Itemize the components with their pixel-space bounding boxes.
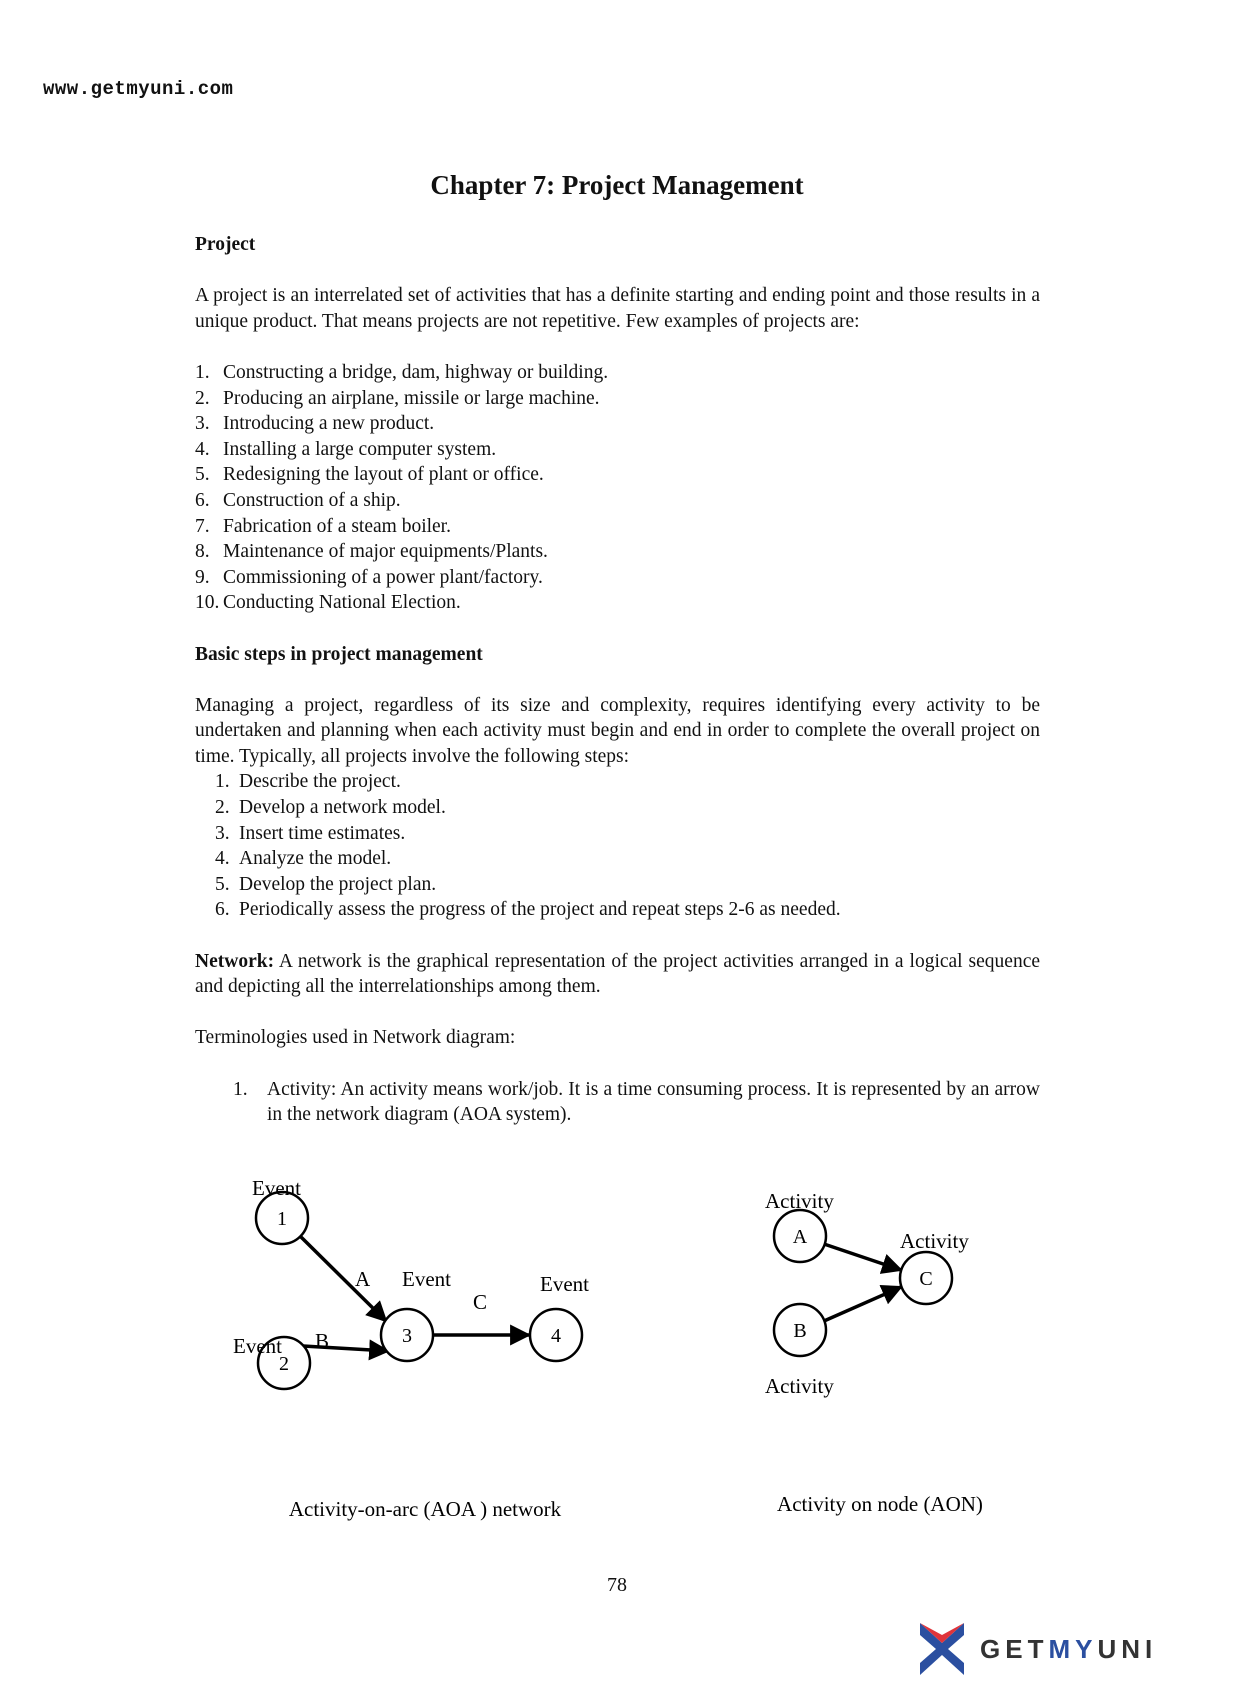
network-definition: A network is the graphical representation of the project activities arranged in a logical sequence and depicting all the interrelationships among them.: [195, 950, 1040, 998]
arrow-a: [300, 1236, 386, 1321]
site-url: www.getmyuni.com: [43, 78, 234, 100]
aoa-node-2-label: 2: [279, 1353, 289, 1375]
steps-paragraph: Managing a project, regardless of its size and complexity, requires identifying every activity to be undertaken and planning when each activity must begin and end in order to complete the overall project on time. Typically, all projects involve the following steps:: [195, 694, 1040, 767]
list-item: 6. Construction of a ship.: [195, 489, 401, 511]
list-item: 1. Activity: An activity means work/job. It is a time consuming process. It is represented by an arrow in the network diagram (AOA system).: [233, 1078, 1040, 1126]
project-examples-list: [195, 360, 1040, 616]
event-label-4: Event: [540, 1272, 589, 1296]
network-paragraph: [195, 949, 1040, 1000]
list-item: 3. Insert time estimates.: [215, 822, 406, 844]
logo-text: GETMYUNI: [980, 1633, 1158, 1664]
network-diagrams-visible: [200, 1176, 1000, 1530]
list-item: 7. Fabrication of a steam boiler.: [195, 515, 451, 537]
event-label-1: Event: [252, 1176, 301, 1200]
terms-list: [195, 1077, 1040, 1128]
network-label: Network:: [195, 950, 275, 972]
main-content: [195, 232, 1040, 1128]
steps-list: [195, 769, 1040, 923]
aoa-node-1-label: 1: [277, 1208, 287, 1230]
aoa-node-3-label: 3: [402, 1325, 412, 1347]
arrow-a-c: [824, 1244, 901, 1270]
arrow-b-c: [824, 1287, 901, 1321]
arrow-label-c: C: [473, 1290, 488, 1314]
list-item: 8. Maintenance of major equipments/Plants.: [195, 541, 548, 563]
list-item: 2. Producing an airplane, missile or large machine.: [195, 387, 600, 409]
activity-label-a: Activity: [765, 1189, 834, 1213]
activity-label-b: Activity: [765, 1374, 834, 1398]
page-number: 78: [607, 1574, 627, 1596]
list-item: 10. Conducting National Election.: [195, 592, 461, 614]
list-item: 1. Constructing a bridge, dam, highway or building.: [195, 361, 609, 383]
list-item: 4. Installing a large computer system.: [195, 438, 497, 460]
aon-node-a-label: A: [792, 1226, 808, 1248]
arrow-label-a: A: [355, 1267, 371, 1291]
activity-label-c: Activity: [900, 1229, 969, 1253]
page-title: Chapter 7: Project Management: [430, 170, 804, 200]
aon-node-b-label: B: [793, 1320, 807, 1342]
aoa-node-4-label: 4: [551, 1325, 561, 1347]
list-item: 4. Analyze the model.: [215, 848, 392, 870]
logo-icon: [918, 1621, 966, 1677]
terms-intro: Terminologies used in Network diagram:: [195, 1027, 516, 1049]
event-label-3: Event: [402, 1267, 451, 1291]
list-item: 5. Develop the project plan.: [215, 873, 437, 895]
list-item: 1. Describe the project.: [215, 771, 401, 793]
list-item: 5. Redesigning the layout of plant or office.: [195, 464, 544, 486]
list-item: 2. Develop a network model.: [215, 797, 446, 819]
aon-node-c-label: C: [919, 1268, 933, 1290]
list-item: 6. Periodically assess the progress of the project and repeat steps 2-6 as needed.: [215, 899, 841, 921]
project-paragraph: A project is an interrelated set of activities that has a definite starting and ending point and those results in a unique product. That means projects are not repetitive. Few examples of projects are:: [195, 285, 1040, 332]
brand-logo: [918, 1620, 1157, 1678]
event-label-2: Event: [233, 1334, 282, 1358]
aon-caption: Activity on node (AON): [777, 1492, 983, 1516]
section-heading-steps: Basic steps in project management: [195, 643, 483, 665]
list-item: 9. Commissioning of a power plant/factory.: [195, 566, 543, 588]
arrow-label-b: B: [315, 1329, 330, 1353]
aoa-caption: Activity-on-arc (AOA ) network: [288, 1497, 562, 1521]
list-item: 3. Introducing a new product.: [195, 413, 435, 435]
section-heading-project: Project: [195, 234, 256, 255]
